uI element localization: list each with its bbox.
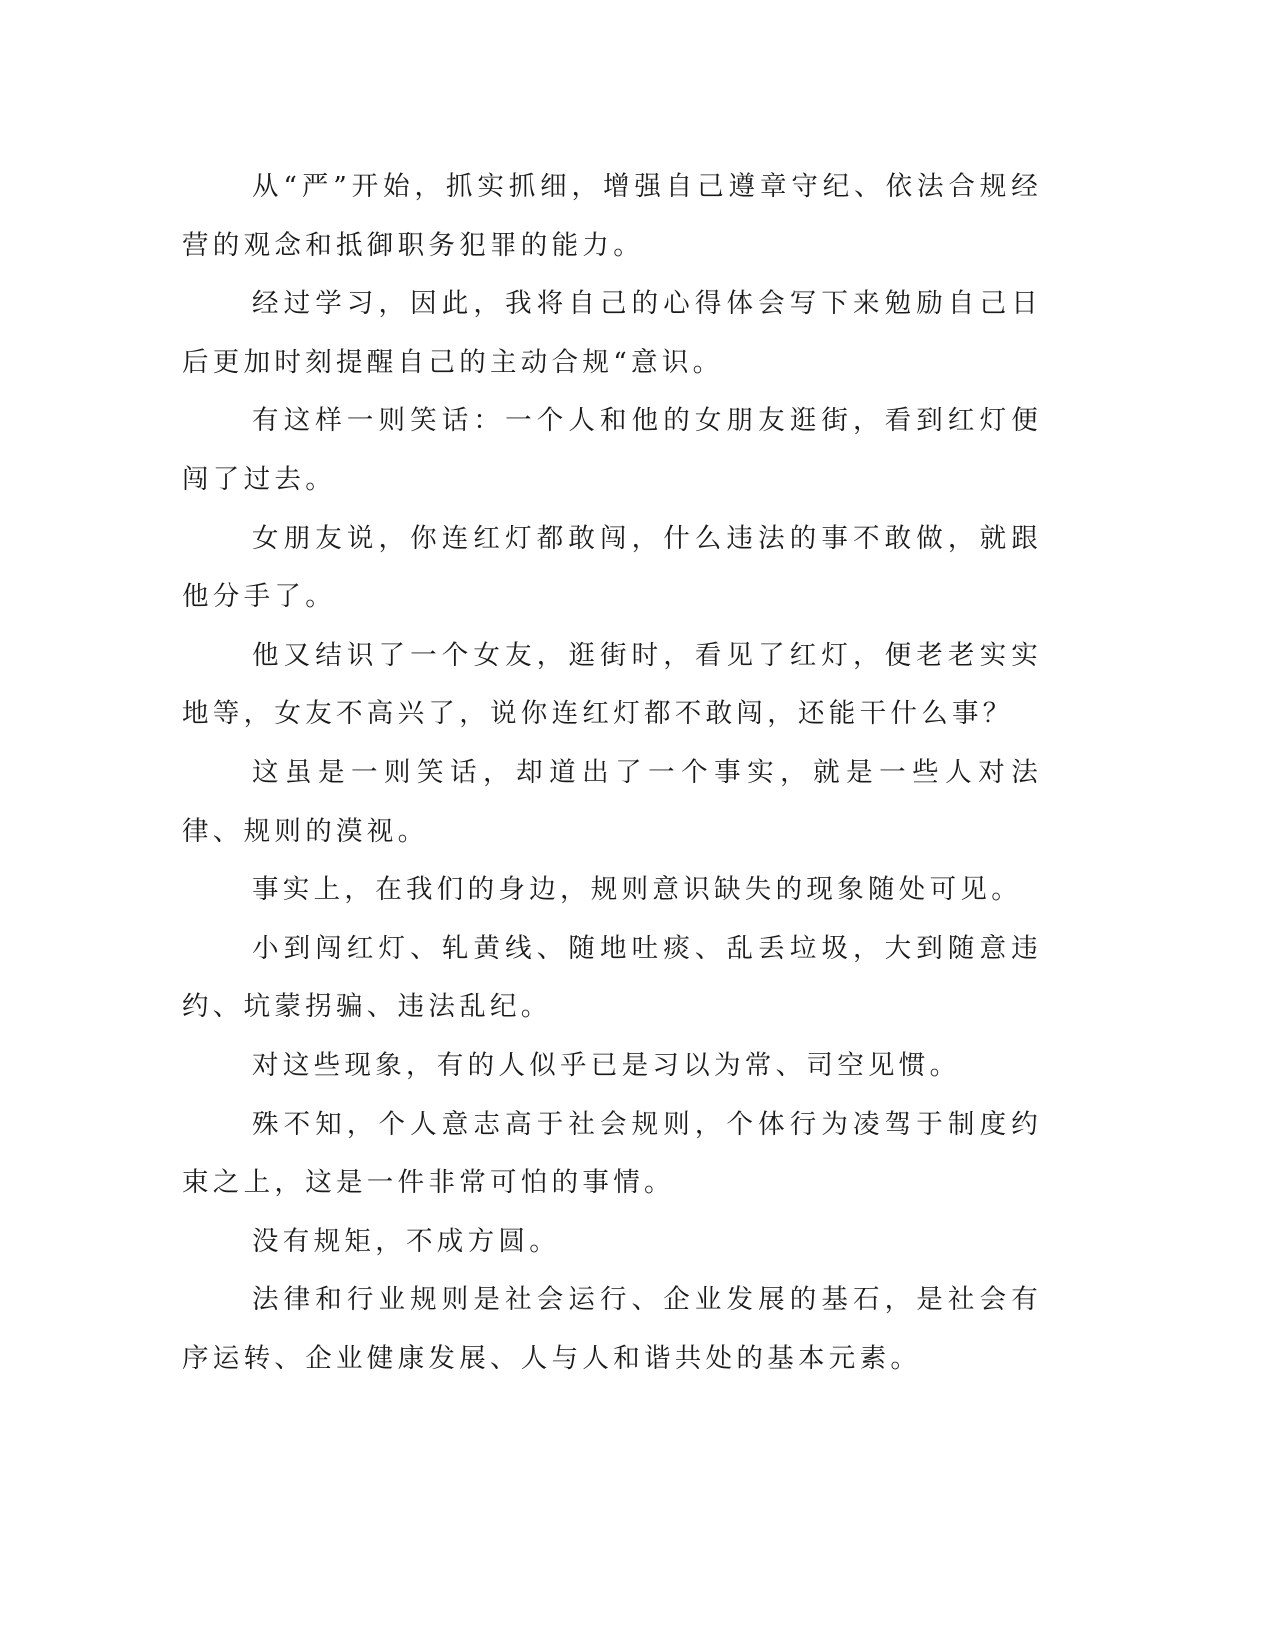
paragraph-8: 小到闯红灯、轧黄线、随地吐痰、乱丢垃圾，大到随意违约、坑蒙拐骗、违法乱纪。	[182, 932, 1042, 1023]
paragraph-9: 对这些现象，有的人似乎已是习以为常、司空见惯。	[252, 1049, 961, 1081]
paragraph-2: 经过学习，因此，我将自己的心得体会写下来勉励自己日后更加时刻提醒自己的主动合规“意识。	[182, 288, 1042, 378]
paragraph-4: 女朋友说，你连红灯都敢闯，什么违法的事不敢做，就跟他分手了。	[182, 522, 1042, 613]
paragraph-1: 从“严”开始，抓实抓细，增强自己遵章守纪、依法合规经营的观念和抵御职务犯罪的能力。	[182, 171, 1042, 261]
paragraph-5: 他又结识了一个女友，逛街时，看见了红灯，便老老实实地等，女友不高兴了，说你连红灯都不敢闯，还能干什么事？	[182, 639, 1042, 730]
paragraph-10: 殊不知，个人意志高于社会规则，个体行为凌驾于制度约束之上，这是一件非常可怕的事情。	[182, 1108, 1042, 1199]
paragraph-6: 这虽是一则笑话，却道出了一个事实，就是一些人对法律、规则的漠视。	[182, 756, 1042, 847]
paragraph-11: 没有规矩，不成方圆。	[252, 1225, 560, 1257]
paragraph-12: 法律和行业规则是社会运行、企业发展的基石，是社会有序运转、企业健康发展、人与人和谐共处的基本元素。	[182, 1284, 1042, 1374]
body-text	[182, 158, 1042, 1388]
paragraph-3: 有这样一则笑话：一个人和他的女朋友逛街，看到红灯便闯了过去。	[182, 405, 1042, 495]
paragraph-7: 事实上，在我们的身边，规则意识缺失的现象随处可见。	[252, 874, 1022, 906]
